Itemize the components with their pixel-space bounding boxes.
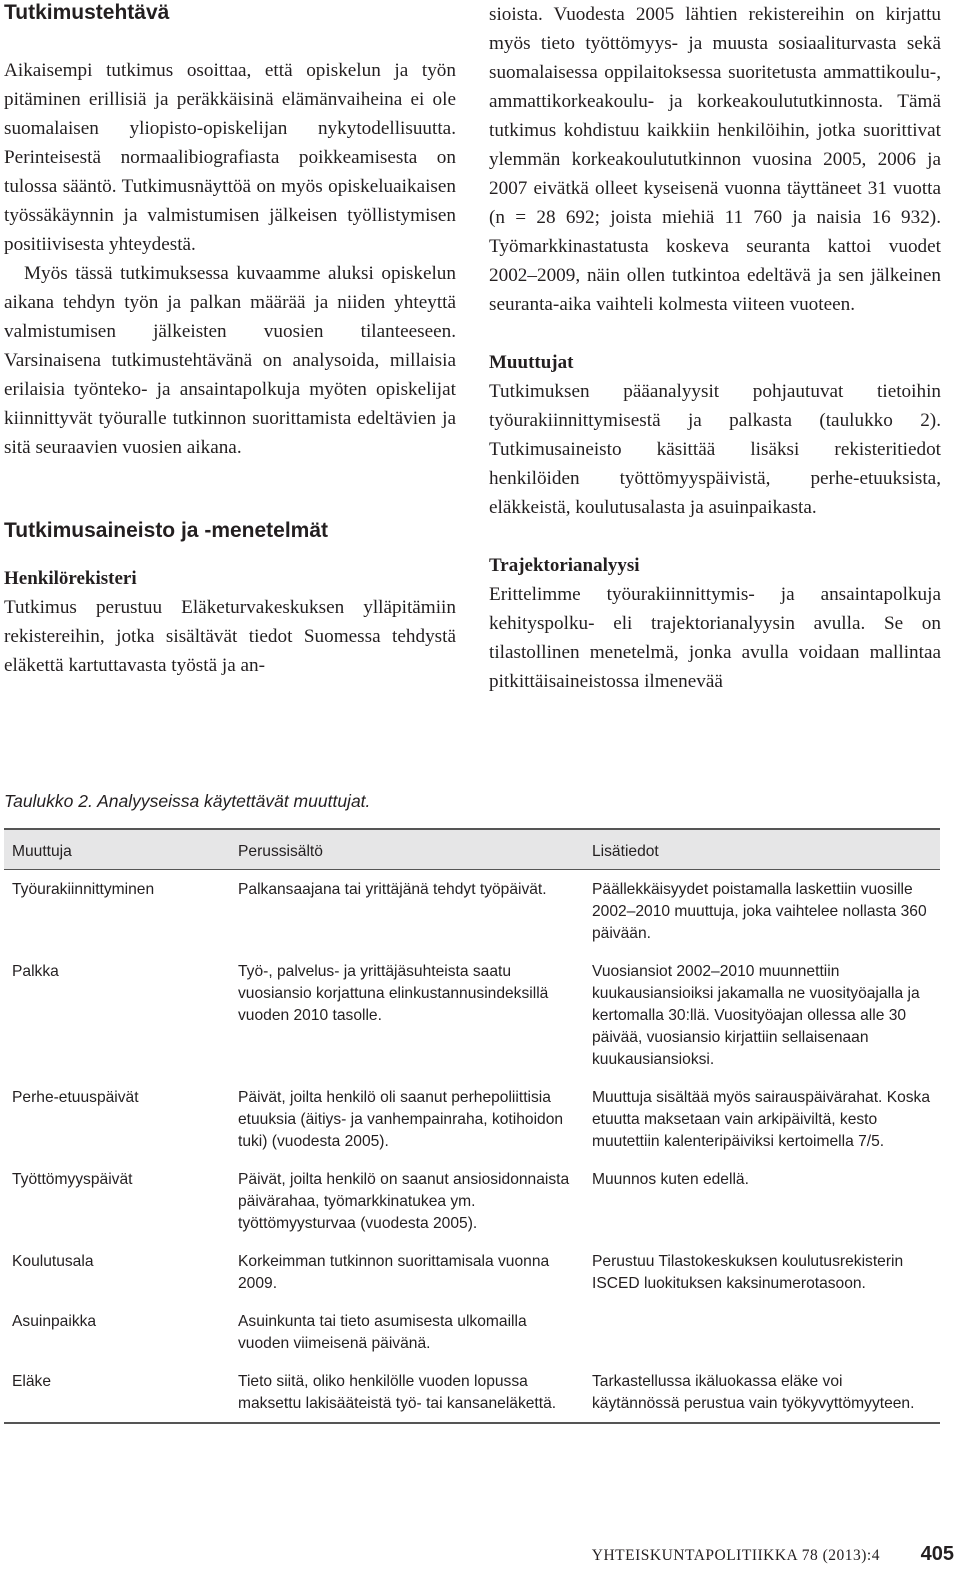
paragraph: Tutkimuksen pääanalyysit pohjautuvat tietoihin työurakiinnittymisestä ja palkasta (taulukko 2). Tutkimusaineisto käsittää lisäksi rekisteritiedot henkilöiden työttömyyspäivistä, perhe-etuuksista, eläkkeistä, koulutusalasta ja asuinpaikasta. [489,381,941,518]
page-footer [0,1545,960,1567]
paragraph: sioista. Vuodesta 2005 lähtien rekistereihin on kirjattu myös tieto työttömyys- ja muusta sosiaaliturvasta sekä suomalaisessa oppilaitoksessa suoritetusta ammattikoulu-, ammattikorkeakoulu- ja korkeakoulututkinnosta. Tämä tutkimus kohdistuu kaikkiin henkilöihin, jotka suorittivat ylemmän korkeakoulututkinnon vuosina 2005, 2006 ja 2007 eivätkä olleet kyseisenä vuonna täyttäneet 31 vuotta (n = 28 692; joista miehiä 11 760 ja naisia 16 932). Työmarkkinastatusta koskeva seuranta kattoi vuodet 2002–2009, näin ollen tutkintoa edeltävä ja sen jälkeinen seuranta-aika vaihteli kolmesta viiteen vuoteen. [489,4,941,315]
table-cell: Asuinpaikka [12,1313,97,1330]
table-row [4,1242,940,1302]
subheading-trajectory-analysis: Trajektorianalyysi [489,555,640,576]
page-number: 405 [920,1543,954,1565]
table-cell: Muuttuja sisältää myös sairauspäivärahat. Koska etuutta maksetaan vain arkipäiviltä, kesto muutettiin kalenteripäiviksi kertoimella 7/5. [592,1089,931,1150]
table-cell: Palkka [12,963,59,980]
table-cell [584,1302,940,1362]
table-row [4,952,940,1078]
table-row [4,870,940,953]
table-cell: Eläke [4,1362,230,1423]
table-cell: Perustuu Tilastokeskuksen koulutusrekisterin ISCED luokituksen kaksinumerotasoon. [592,1253,904,1292]
paragraph: Erittelimme työurakiinnittymis- ja ansaintapolkuja kehityspolku- eli trajektorianalyysin avulla. Se on tilastollinen menetelmä, jonka avulla voidaan mallintaa pitkittäisaineistossa ilmenevää [489,584,941,692]
journal-name: YHTEISKUNTAPOLITIIKKA 78 (2013):4 [591,1547,880,1564]
right-column [489,0,941,696]
column-header: Lisätiedot [584,829,940,870]
subheading-variables: Muuttujat [489,352,574,373]
table-row [4,1302,940,1362]
table-cell: Palkansaajana tai yrittäjänä tehdyt työpäivät. [238,881,547,898]
paragraph: Tutkimus perustuu Eläketurvakeskuksen ylläpitämiin rekistereihin, jotka sisältävät tiedot Suomessa tehdystä eläkettä kartuttavasta työstä ja an- [4,597,456,676]
table-cell: Tieto siitä, oliko henkilölle vuoden lopussa maksettu lakisääteistä työ- tai kansaneläkettä. [230,1362,584,1423]
table-cell: Koulutusala [12,1253,94,1270]
table-cell: Työurakiinnittyminen [12,881,155,898]
table-cell: Työttömyyspäivät [12,1171,133,1188]
table-cell: Korkeimman tutkinnon suorittamisala vuonna 2009. [238,1253,550,1292]
table-cell: Perhe-etuuspäivät [12,1089,139,1106]
table-cell: Vuosiansiot 2002–2010 muunnettiin kuukausiansioiksi jakamalla ne vuosityöajalla ja kertomalla 30:llä. Vuosityöajan ollessa alle 30 päivää, vuosiansio kirjattiin sellaisenaan kuukausiansioksi. [592,963,920,1068]
column-header: Muuttuja [4,829,230,870]
section-heading-materials-methods: Tutkimusaineisto ja -menetelmät [4,519,329,542]
table-cell: Päivät, joilta henkilö oli saanut perhepoliittisia etuuksia (äitiys- ja vanhempainraha, kotihoidon tuki) (vuodesta 2005). [238,1089,564,1150]
left-column [4,0,456,680]
paragraph: Myös tässä tutkimuksessa kuvaamme aluksi opiskelun aikana tehdyn työn ja palkan määrää ja niiden yhteyttä valmistumisen jälkeisten vuosien tilanteeseen. Varsinaisena tutkimustehtävänä on analysoida, millaisia erilaisia työnteko- ja ansaintapolkuja myöten opiskelijat kiinnittyvät työuralle tutkinnon suorittamista edeltävien ja sitä seuraavien vuosien aikana. [4,263,456,458]
subheading-person-register: Henkilörekisteri [4,568,137,589]
table-row [4,1160,940,1242]
paragraph: Aikaisempi tutkimus osoittaa, että opiskelun ja työn pitäminen erillisiä ja peräkkäisinä elämänvaiheina ei ole suomalaisen yliopisto-opiskelijan nykytodellisuutta. Perinteisestä normaalibiografiasta poikkeamisesta on tulossa sääntö. Tutkimusnäyttöä on myös opiskeluaikaisen työssäkäynnin ja valmistumisen jälkeisen työllistymisen positiivisesta yhteydestä. [4,60,456,255]
table-cell: Päällekkäisyydet poistamalla laskettiin vuosille 2002–2010 muuttuja, joka vaihtelee nollasta 360 päivään. [592,881,927,942]
table-cell: Asuinkunta tai tieto asumisesta ulkomailla vuoden viimeisenä päivänä. [238,1313,527,1352]
table-row [4,1362,940,1423]
table-header-row [4,829,940,870]
table-cell: Muunnos kuten edellä. [592,1171,749,1188]
section-heading-research-task: Tutkimustehtävä [4,1,170,24]
table-caption: Taulukko 2. Analyyseissa käytettävät muuttujat. [4,791,371,811]
table-cell: Päivät, joilta henkilö on saanut ansiosidonnaista päivärahaa, työmarkkinatukea ym. työttömyysturvaa (vuodesta 2005). [238,1171,570,1232]
table-cell: Työ-, palvelus- ja yrittäjäsuhteista saatu vuosiansio korjattuna elinkustannusindeksillä vuoden 2010 tasolle. [238,963,549,1024]
table-cell: Tarkastellussa ikäluokassa eläke voi käytännössä perustua vain työkyvyttömyyteen. [584,1362,940,1423]
variables-table [4,828,940,1424]
column-header: Perussisältö [230,829,584,870]
table-row [4,1078,940,1160]
